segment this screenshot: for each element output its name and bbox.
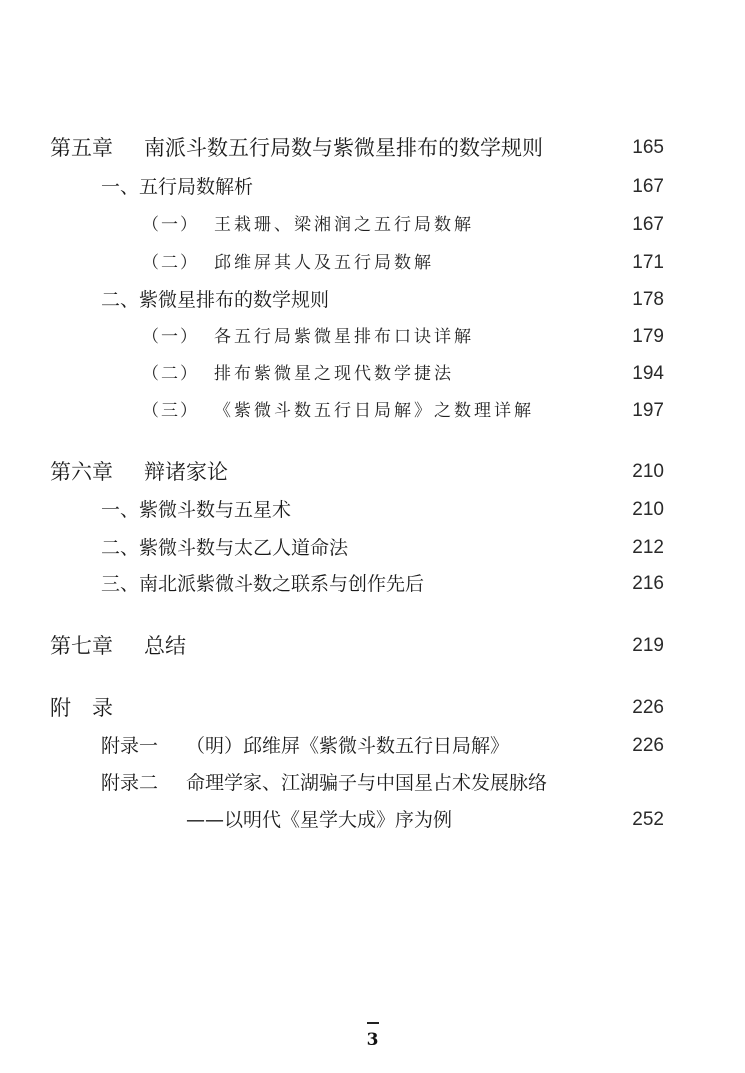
page-number: 167 <box>632 214 664 235</box>
toc-entry-subsection-5-1-1[interactable] <box>0 210 745 240</box>
section-title: 三、南北派紫微斗数之联系与创作先后 <box>101 573 425 595</box>
section-title: 二、紫微星排布的数学规则 <box>101 289 330 311</box>
page-number: 165 <box>632 137 664 158</box>
toc-entry-subsection-5-1-2[interactable] <box>0 248 745 278</box>
page-footer <box>0 1022 745 1050</box>
toc-entry-label <box>101 768 547 798</box>
page-number: 216 <box>632 573 664 594</box>
toc-entry-label <box>50 457 228 487</box>
chapter-title: 南派斗数五行局数与紫微星排布的数学规则 <box>144 136 543 160</box>
subsection-title: 王栽珊、梁湘润之五行局数解 <box>214 215 474 235</box>
subsection-title: 邱维屏其人及五行局数解 <box>214 253 434 273</box>
toc-entry-label <box>142 248 434 278</box>
toc-entry-section-5-2[interactable] <box>0 285 745 315</box>
toc-entry-appendix-2[interactable] <box>0 768 745 798</box>
footer-page-number: 3 <box>366 1030 379 1050</box>
toc-entry-label <box>142 396 534 426</box>
appendix-title: 附 录 <box>50 696 113 720</box>
toc-entry-chapter-7[interactable] <box>0 631 745 661</box>
subsection-title: 各五行局紫微星排布口诀详解 <box>214 327 474 347</box>
toc-entry-label <box>101 731 509 761</box>
subsection-number: （一） <box>142 327 199 347</box>
chapter-title: 总结 <box>144 634 186 658</box>
toc-entry-subsection-5-2-3[interactable] <box>0 396 745 426</box>
appendix-entry-title: 命理学家、江湖骗子与中国星占术发展脉络 <box>186 772 548 794</box>
toc-entry-section-6-3[interactable] <box>0 569 745 599</box>
page-number: 226 <box>632 735 664 756</box>
toc-entry-section-6-1[interactable] <box>0 495 745 525</box>
toc-entry-appendix-1[interactable] <box>0 731 745 761</box>
subsection-title: 排布紫微星之现代数学捷法 <box>214 364 454 384</box>
section-title: 二、紫微斗数与太乙人道命法 <box>101 537 349 559</box>
section-title: 一、五行局数解析 <box>101 176 254 198</box>
page-number: 219 <box>632 635 664 656</box>
page-number: 252 <box>632 809 664 830</box>
toc-entry-chapter-5[interactable] <box>0 133 745 163</box>
toc-entry-appendix[interactable] <box>0 693 745 723</box>
page-number: 226 <box>632 697 664 718</box>
toc-entry-appendix-2-subtitle[interactable] <box>0 805 745 835</box>
section-title: 一、紫微斗数与五星术 <box>101 499 292 521</box>
subsection-number: （三） <box>142 401 199 421</box>
appendix-entry-subtitle: ——以明代《星学大成》序为例 <box>186 809 453 831</box>
page-number: 212 <box>632 537 664 558</box>
appendix-number: 附录二 <box>101 772 159 794</box>
appendix-number: 附录一 <box>101 735 159 757</box>
page-number: 178 <box>632 289 664 310</box>
page-number: 194 <box>632 363 664 384</box>
toc-entry-label <box>50 133 543 163</box>
subsection-number: （二） <box>142 364 199 384</box>
chapter-title: 辩诸家论 <box>144 460 228 484</box>
toc-entry-label <box>142 210 474 240</box>
subsection-title: 《紫微斗数五行日局解》之数理详解 <box>214 401 534 421</box>
toc-entry-label <box>142 359 454 389</box>
page-number: 179 <box>632 326 664 347</box>
subsection-number: （一） <box>142 215 199 235</box>
chapter-number: 第五章 <box>50 136 113 160</box>
toc-entry-label <box>50 631 186 661</box>
page-number: 197 <box>632 400 664 421</box>
page-number: 210 <box>632 499 664 520</box>
subsection-number: （二） <box>142 253 199 273</box>
toc-entry-label <box>142 322 474 352</box>
chapter-number: 第六章 <box>50 460 113 484</box>
toc-entry-subsection-5-2-2[interactable] <box>0 359 745 389</box>
page-number: 210 <box>632 461 664 482</box>
footer-dash <box>367 1022 379 1024</box>
toc-entry-section-5-1[interactable] <box>0 172 745 202</box>
appendix-entry-title: （明）邱维屏《紫微斗数五行日局解》 <box>186 735 510 757</box>
page-number: 167 <box>632 176 664 197</box>
chapter-number: 第七章 <box>50 634 113 658</box>
toc-entry-section-6-2[interactable] <box>0 533 745 563</box>
toc-entry-subsection-5-2-1[interactable] <box>0 322 745 352</box>
toc-entry-chapter-6[interactable] <box>0 457 745 487</box>
page-number: 171 <box>632 252 664 273</box>
